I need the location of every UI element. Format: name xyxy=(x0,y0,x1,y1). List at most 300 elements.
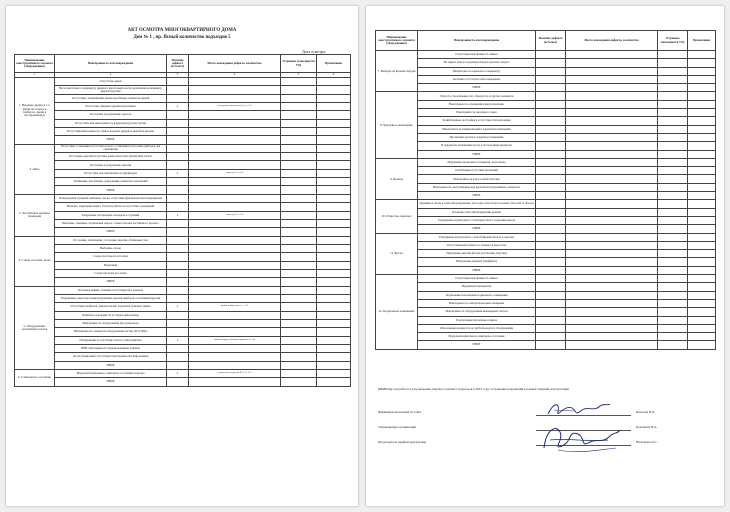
defect-presence-cell xyxy=(536,109,566,117)
table-row xyxy=(15,269,351,277)
defect-location-cell xyxy=(189,161,281,169)
fixed-cell xyxy=(658,142,688,150)
defect-location-cell xyxy=(189,311,281,319)
column-header: Неисправность или повреждение xyxy=(418,31,536,51)
defect-presence-cell: x xyxy=(167,103,189,111)
defect-presence-cell xyxy=(167,136,189,144)
table-row xyxy=(15,128,351,136)
remark-cell xyxy=(688,316,716,324)
defect-description-cell: Отслоение, загрязнение, отслоение окраски, облицовки стен xyxy=(55,236,167,244)
defect-presence-cell xyxy=(167,236,189,244)
signature-role: Жилищная инспекция по САО xyxy=(378,410,421,414)
remark-cell xyxy=(688,67,716,75)
defect-description-cell: В чердачном помещении мусор и посторонние предметы xyxy=(418,142,536,150)
defect-description-cell: Отсутствие двери xyxy=(55,78,167,86)
table-row xyxy=(15,253,351,261)
defect-location-cell xyxy=(566,59,658,67)
defect-description-cell: Загрязнение/захламление подвального помещения xyxy=(418,291,536,299)
defect-description-cell: Доски объявлений отсутствуют/неисправны/нет информации xyxy=(55,353,167,361)
remark-cell xyxy=(317,336,351,344)
defect-location-cell xyxy=(566,216,658,224)
remark-cell xyxy=(317,169,351,177)
defect-location-cell xyxy=(189,236,281,244)
fixed-cell xyxy=(281,203,317,211)
remark-cell xyxy=(688,75,716,83)
defect-location-cell xyxy=(189,228,281,236)
remark-cell xyxy=(317,86,351,94)
defect-presence-cell xyxy=(167,328,189,336)
defect-presence-cell xyxy=(167,94,189,102)
remark-cell xyxy=(317,269,351,277)
defect-description-cell: Неисправность выступающих над кровлей конструктивных элементов xyxy=(418,183,536,191)
remark-cell xyxy=(688,150,716,158)
defect-description-cell: ВПВ: неисправность кранов/пожарных рукавов xyxy=(55,345,167,353)
fixed-cell xyxy=(658,216,688,224)
defect-location-cell xyxy=(566,225,658,233)
remark-cell xyxy=(688,133,716,141)
fixed-cell xyxy=(281,236,317,244)
defect-presence-cell xyxy=(167,286,189,294)
signature-name: Кононов П.Д. xyxy=(636,410,656,414)
defect-location-cell xyxy=(189,319,281,327)
act-page-1 xyxy=(6,6,358,506)
defect-presence-cell xyxy=(536,117,566,125)
defect-location-cell xyxy=(566,183,658,191)
remark-cell xyxy=(317,244,351,252)
element-name-cell: 7. Выходы на кровлю/чердак xyxy=(376,51,418,92)
fixed-cell xyxy=(281,328,317,336)
defect-presence-cell xyxy=(167,111,189,119)
defect-description-cell: Повреждения ступеней: выбоины, сколы, отсутствие фрагментов или повреждения xyxy=(55,194,167,202)
fixed-cell xyxy=(281,178,317,186)
inspection-date-label: Дата осмотра: xyxy=(302,49,327,54)
table-row xyxy=(376,59,716,67)
remark-cell xyxy=(688,266,716,274)
defect-location-cell xyxy=(566,125,658,133)
remark-cell xyxy=(317,119,351,127)
column-header: Наличие дефекта (есть/нет) xyxy=(167,55,189,73)
element-name-cell: 9. Кровля xyxy=(376,158,418,199)
remark-cell xyxy=(688,308,716,316)
remark-cell xyxy=(688,250,716,258)
column-number: 6 xyxy=(317,73,351,78)
defect-presence-cell xyxy=(536,158,566,166)
defect-presence-cell xyxy=(536,266,566,274)
defect-location-cell xyxy=(566,324,658,332)
defect-location-cell xyxy=(566,308,658,316)
table-row xyxy=(376,250,716,258)
table-row xyxy=(376,158,716,166)
column-number: 5 xyxy=(281,73,317,78)
fixed-cell xyxy=(281,136,317,144)
remark-cell xyxy=(688,208,716,216)
remark-cell xyxy=(317,186,351,194)
fixed-cell xyxy=(658,308,688,316)
defect-location-cell xyxy=(189,153,281,161)
fixed-cell xyxy=(281,303,317,311)
defect-description-cell: Неисправность освещения/электропроводки xyxy=(418,100,536,108)
column-header: Наличие дефекта (есть/нет) xyxy=(536,31,566,51)
defect-location-cell xyxy=(566,341,658,349)
defect-location-cell xyxy=(566,117,658,125)
table-row xyxy=(15,370,351,378)
remark-cell xyxy=(688,158,716,166)
defect-location-cell xyxy=(566,258,658,266)
defect-description-cell: Обнаружение и отсутствие сети на этажах/щитках xyxy=(55,336,167,344)
fixed-cell xyxy=(658,333,688,341)
remark-cell xyxy=(317,253,351,261)
remark-cell xyxy=(317,203,351,211)
fixed-cell xyxy=(658,258,688,266)
fixed-cell xyxy=(658,67,688,75)
fixed-cell xyxy=(658,341,688,349)
defect-description-cell: ИНОЕ xyxy=(418,266,536,274)
defect-presence-cell xyxy=(167,244,189,252)
table-row xyxy=(15,261,351,269)
defect-presence-cell xyxy=(536,51,566,59)
defect-location-cell xyxy=(189,78,281,86)
defect-description-cell: Отсутствие/неисправность замков xyxy=(418,275,536,283)
column-header: Устранено (заполняется УО) xyxy=(281,55,317,73)
remark-cell xyxy=(688,142,716,150)
defect-presence-cell xyxy=(536,208,566,216)
defect-presence-cell xyxy=(536,200,566,208)
remark-cell xyxy=(688,117,716,125)
defect-location-cell xyxy=(189,144,281,152)
defect-location-cell xyxy=(189,119,281,127)
remark-cell xyxy=(317,228,351,236)
defect-presence-cell: x xyxy=(167,169,189,177)
defect-presence-cell xyxy=(167,178,189,186)
fixed-cell xyxy=(658,175,688,183)
table-row xyxy=(376,142,716,150)
defect-presence-cell xyxy=(536,258,566,266)
defect-description-cell: Неисправность оборудования мусоропровода xyxy=(55,319,167,327)
table-row xyxy=(15,211,351,219)
defect-presence-cell xyxy=(167,86,189,94)
defect-description-cell: Неисправность коммуникаций в чердачном помещении xyxy=(418,125,536,133)
fixed-cell xyxy=(658,75,688,83)
defect-presence-cell xyxy=(167,269,189,277)
fixed-cell xyxy=(658,92,688,100)
fixed-cell xyxy=(658,266,688,274)
defect-description-cell: Разрушение стекол/протечки/разрушения окраски приборов отопления/коррозия xyxy=(55,294,167,302)
defect-description-cell: Почтовые ящики: сломаны/отсутствуют/без номеров xyxy=(55,286,167,294)
defect-description-cell: Отслоение и разрушение окрасок xyxy=(55,111,167,119)
table-row xyxy=(376,266,716,274)
table-row xyxy=(376,241,716,249)
table-row xyxy=(15,278,351,286)
defect-description-cell: Неисправность водосточной системы xyxy=(418,175,536,183)
remark-cell xyxy=(317,378,351,386)
defect-description-cell: Приборы отопления отсутствуют/неисправны xyxy=(55,311,167,319)
column-header: Место нахождения дефекта, количество xyxy=(189,55,281,73)
fixed-cell xyxy=(658,233,688,241)
remark-cell xyxy=(317,361,351,369)
defect-location-cell xyxy=(566,233,658,241)
table-row xyxy=(15,136,351,144)
defect-location-cell xyxy=(189,219,281,227)
fixed-cell xyxy=(658,59,688,67)
defect-description-cell: Нарушение кровельного покрытия, водоотвода xyxy=(418,158,536,166)
remark-cell xyxy=(317,161,351,169)
table-row xyxy=(15,178,351,186)
table-row xyxy=(15,103,351,111)
inspection-table-page-2 xyxy=(375,30,716,350)
defect-description-cell: ИНОЕ xyxy=(418,341,536,349)
defect-presence-cell xyxy=(167,128,189,136)
defect-description-cell: Отсутствие/неисправность замков входных дверей и дверей на кровлю xyxy=(55,128,167,136)
remark-cell xyxy=(317,353,351,361)
defect-description-cell: ИНОЕ xyxy=(55,186,167,194)
remark-cell xyxy=(317,294,351,302)
defect-location-cell xyxy=(189,269,281,277)
defect-description-cell: ИНОЕ xyxy=(418,192,536,200)
table-row xyxy=(15,219,351,227)
remark-cell xyxy=(317,178,351,186)
fixed-cell xyxy=(281,111,317,119)
defect-description-cell: Отслоение окраски/отсутствие и/или неплотное прилегание стекла xyxy=(55,153,167,161)
defect-description-cell: Разрушение штукатурного слоя/окрасочного покрытия цоколя xyxy=(418,216,536,224)
column-header: Наименование конструктивного элемента (оборудования) xyxy=(15,55,55,73)
defect-description-cell: ИНОЕ xyxy=(55,136,167,144)
table-row xyxy=(376,192,716,200)
defect-description-cell: Разрушение штукатурного слоя/облицовки фасада и окраски xyxy=(418,233,536,241)
fixed-cell xyxy=(281,286,317,294)
defect-description-cell: Глухость строительных лаг, образуется, и других элементов xyxy=(418,92,536,100)
defect-presence-cell xyxy=(536,167,566,175)
defect-presence-cell xyxy=(536,216,566,224)
defect-location-cell xyxy=(189,136,281,144)
fixed-cell xyxy=(658,316,688,324)
remark-cell xyxy=(688,324,716,332)
defect-presence-cell xyxy=(167,311,189,319)
defect-description-cell: Трещины и сколы в отмостке/разрушение, просадка отмостки/отслоение отмостки от фасада xyxy=(418,200,536,208)
table-row xyxy=(376,333,716,341)
defect-location-cell xyxy=(566,175,658,183)
table-row xyxy=(376,258,716,266)
fixed-cell xyxy=(281,244,317,252)
table-row xyxy=(15,203,351,211)
table-row xyxy=(376,291,716,299)
element-name-cell: 11. Фасад xyxy=(376,233,418,274)
defect-location-cell xyxy=(566,283,658,291)
defect-description-cell: Отсутствие плафонов, выключателей, подсветки домовых знаков xyxy=(55,303,167,311)
remark-cell xyxy=(688,258,716,266)
fixed-cell xyxy=(281,103,317,111)
fixed-cell xyxy=(658,200,688,208)
fixed-cell xyxy=(658,167,688,175)
column-header: Устранено (заполняется УО) xyxy=(658,31,688,51)
table-row xyxy=(15,186,351,194)
fixed-cell xyxy=(281,169,317,177)
table-row xyxy=(15,311,351,319)
fixed-cell xyxy=(281,336,317,344)
remark-cell xyxy=(317,136,351,144)
fixed-cell xyxy=(658,225,688,233)
element-name-cell: 6. Санитарное состояние xyxy=(15,370,55,387)
defect-description-cell: Отсутствие или неисправность фурнитуры (ручки, петли) xyxy=(55,119,167,127)
defect-presence-cell xyxy=(536,183,566,191)
defect-presence-cell xyxy=(167,153,189,161)
defect-presence-cell xyxy=(536,275,566,283)
table-row xyxy=(15,194,351,202)
table-row xyxy=(376,183,716,191)
defect-presence-cell xyxy=(536,125,566,133)
defect-location-cell xyxy=(189,345,281,353)
defect-description-cell: Образование конденсата на трубопроводах и оборудовании xyxy=(418,324,536,332)
defect-location-cell xyxy=(566,51,658,59)
defect-location-cell xyxy=(189,244,281,252)
column-header: Место нахождения дефекта, количество xyxy=(566,31,658,51)
fixed-cell xyxy=(658,324,688,332)
fixed-cell xyxy=(658,150,688,158)
defect-presence-cell xyxy=(167,345,189,353)
table-row xyxy=(15,161,351,169)
remark-cell xyxy=(317,219,351,227)
element-name-cell: 12. Подвальное помещение xyxy=(376,275,418,350)
defect-description-cell: Отслоение и разрушение окраски xyxy=(55,161,167,169)
element-name-cell: 5. Оборудование лестничных клеток xyxy=(15,286,55,369)
defect-description-cell: Наличие, нарушение перил, благоустройство и отсутствие ограждений xyxy=(55,203,167,211)
table-row xyxy=(376,51,716,59)
table-row xyxy=(376,225,716,233)
table-row xyxy=(376,133,716,141)
remark-cell xyxy=(688,225,716,233)
remark-cell xyxy=(317,303,351,311)
fixed-cell xyxy=(658,100,688,108)
remark-cell xyxy=(317,278,351,286)
remark-cell xyxy=(317,128,351,136)
defect-location-cell xyxy=(189,194,281,202)
table-row xyxy=(376,117,716,125)
remark-cell xyxy=(317,311,351,319)
column-number: 4 xyxy=(189,73,281,78)
remark-cell xyxy=(688,51,716,59)
column-header: Неисправность или повреждение xyxy=(55,55,167,73)
defect-presence-cell xyxy=(167,253,189,261)
defect-presence-cell xyxy=(167,319,189,327)
defect-description-cell: Отсутствие/неисправность замков xyxy=(418,51,536,59)
defect-presence-cell xyxy=(536,92,566,100)
defect-description-cell: Выбоины, сколы xyxy=(55,244,167,252)
fixed-cell xyxy=(281,219,317,227)
table-row xyxy=(376,167,716,175)
defect-location-cell xyxy=(189,203,281,211)
defect-presence-cell xyxy=(167,353,189,361)
defect-location-cell xyxy=(566,167,658,175)
defect-description-cell: Неисправность оборудования инженерных систем xyxy=(418,308,536,316)
remark-cell xyxy=(317,194,351,202)
table-row xyxy=(15,94,351,102)
defect-description-cell: Несоответствие по периметру дверного коробочки/полотна крепления на периметр двери и коробки xyxy=(55,86,167,94)
defect-description-cell: Неисправность электропроводки/освещения xyxy=(418,299,536,307)
table-row xyxy=(15,153,351,161)
remark-cell xyxy=(317,261,351,269)
inspection-table-page-1 xyxy=(14,54,351,387)
defect-location-cell xyxy=(189,128,281,136)
defect-description-cell: ИНОЕ xyxy=(55,361,167,369)
column-header: Примечание xyxy=(688,31,716,51)
table-header-row xyxy=(15,55,351,73)
defect-presence-cell xyxy=(536,133,566,141)
defect-presence-cell xyxy=(536,142,566,150)
defect-location-cell xyxy=(566,275,658,283)
fixed-cell xyxy=(281,370,317,378)
fixed-cell xyxy=(281,261,317,269)
table-row xyxy=(376,67,716,75)
element-name-cell: 8. Чердачное помещение xyxy=(376,92,418,158)
defect-description-cell: Хозяйственные постройки и отсутствие теплоизоляции xyxy=(418,117,536,125)
remark-cell xyxy=(688,175,716,183)
defect-description-cell: Непригодность крыльца по периметру xyxy=(418,67,536,75)
defect-presence-cell xyxy=(536,316,566,324)
column-number: 1 xyxy=(15,73,55,78)
defect-description-cell: Отсутствие/неисправность элементов водостока xyxy=(418,241,536,249)
table-row xyxy=(376,100,716,108)
defect-location-cell xyxy=(189,378,281,386)
fixed-cell xyxy=(658,283,688,291)
defect-description-cell: Неудовлетворительное санитарное состояние подъезда xyxy=(55,370,167,378)
table-header-row xyxy=(376,31,716,51)
defect-location-cell xyxy=(566,192,658,200)
table-row xyxy=(15,236,351,244)
table-row xyxy=(376,75,716,83)
remark-cell xyxy=(317,94,351,102)
defect-presence-cell xyxy=(536,341,566,349)
defect-presence-cell: x xyxy=(167,211,189,219)
defect-location-cell xyxy=(566,158,658,166)
fixed-cell xyxy=(658,208,688,216)
element-name-cell: 1. Входные двери (в т.ч. двери на этажах и тамбурах, двери в мусорокамеры) xyxy=(15,78,55,145)
fixed-cell xyxy=(658,183,688,191)
element-name-cell: 4. Стены, потолки, полы xyxy=(15,236,55,286)
signature-name: Кочеткова Н.А. xyxy=(636,425,658,429)
defect-presence-cell xyxy=(167,261,189,269)
defect-description-cell: Отсутствие остекления/отсутствие второго остекления/отсутствие приборов для открывания xyxy=(55,144,167,152)
table-row xyxy=(376,84,716,92)
defect-location-cell: разбит плафон под 5, эт. 1-2 xyxy=(189,303,281,311)
defect-presence-cell xyxy=(167,219,189,227)
table-row xyxy=(15,319,351,327)
table-row xyxy=(376,316,716,324)
defect-location-cell xyxy=(189,186,281,194)
defect-presence-cell: x xyxy=(167,336,189,344)
defect-presence-cell xyxy=(167,378,189,386)
column-number: 2 xyxy=(55,73,167,78)
defect-location-cell xyxy=(189,86,281,94)
defect-location-cell xyxy=(566,299,658,307)
defect-location-cell xyxy=(566,92,658,100)
defect-presence-cell xyxy=(536,75,566,83)
defect-location-cell: загрязнение подъезда № 3, эт. 1-9 xyxy=(189,370,281,378)
remark-cell xyxy=(317,111,351,119)
fixed-cell xyxy=(658,299,688,307)
remark-cell xyxy=(688,125,716,133)
fixed-cell xyxy=(281,86,317,94)
remark-cell xyxy=(688,92,716,100)
defect-location-cell xyxy=(566,142,658,150)
defect-presence-cell xyxy=(167,228,189,236)
defect-location-cell xyxy=(189,111,281,119)
remark-cell xyxy=(317,345,351,353)
defect-location-cell xyxy=(566,109,658,117)
table-row xyxy=(376,324,716,332)
defect-presence-cell xyxy=(536,67,566,75)
fixed-cell xyxy=(281,361,317,369)
defect-location-cell: подъезд 4/ эт. 3-4 xyxy=(189,211,281,219)
defect-location-cell xyxy=(566,100,658,108)
